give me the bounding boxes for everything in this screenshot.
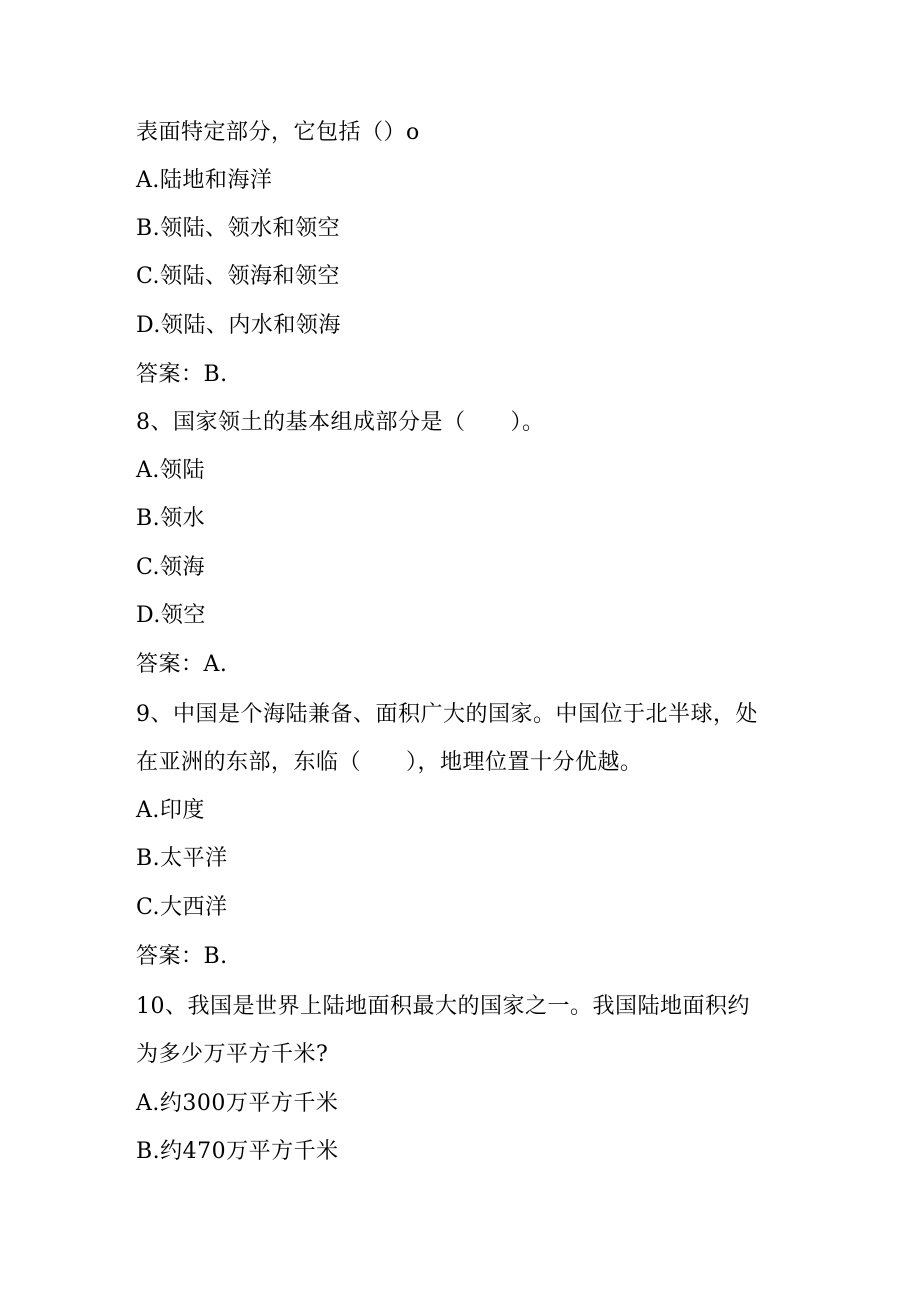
question-9-option-c: C.大西洋 bbox=[136, 895, 228, 920]
question-7-option-d: D.领陆、内水和领海 bbox=[136, 313, 341, 338]
question-10-stem-line-2: 为多少万平方千米? bbox=[136, 1042, 329, 1067]
question-9-answer: 答案：B. bbox=[136, 944, 228, 969]
question-8-stem: 8、国家领土的基本组成部分是（ ）。 bbox=[136, 410, 545, 435]
question-9-option-a: A.印度 bbox=[136, 798, 205, 823]
question-7-answer: 答案：B. bbox=[136, 362, 228, 387]
question-7-option-a: A.陆地和海洋 bbox=[136, 168, 273, 193]
question-8-option-d: D.领空 bbox=[136, 603, 206, 628]
question-8-answer: 答案：A. bbox=[136, 652, 228, 677]
question-7-option-b: B.领陆、领水和领空 bbox=[136, 216, 341, 241]
question-9-stem-line-1: 9、中国是个海陆兼备、面积广大的国家。中国位于北半球，处 bbox=[136, 702, 758, 727]
question-9-option-b: B.太平洋 bbox=[136, 846, 228, 871]
question-9-stem-line-2: 在亚洲的东部，东临（ ），地理位置十分优越。 bbox=[136, 750, 643, 775]
question-8-option-c: C.领海 bbox=[136, 555, 206, 580]
question-7-stem-continued: 表面特定部分，它包括（）o bbox=[136, 120, 420, 145]
question-8-option-b: B.领水 bbox=[136, 506, 206, 531]
question-8-option-a: A.领陆 bbox=[136, 458, 205, 483]
question-10-option-b: B.约470万平方千米 bbox=[136, 1139, 339, 1164]
question-7-option-c: C.领陆、领海和领空 bbox=[136, 264, 341, 289]
question-10-stem-line-1: 10、我国是世界上陆地面积最大的国家之一。我国陆地面积约 bbox=[136, 994, 750, 1019]
question-10-option-a: A.约300万平方千米 bbox=[136, 1091, 339, 1116]
